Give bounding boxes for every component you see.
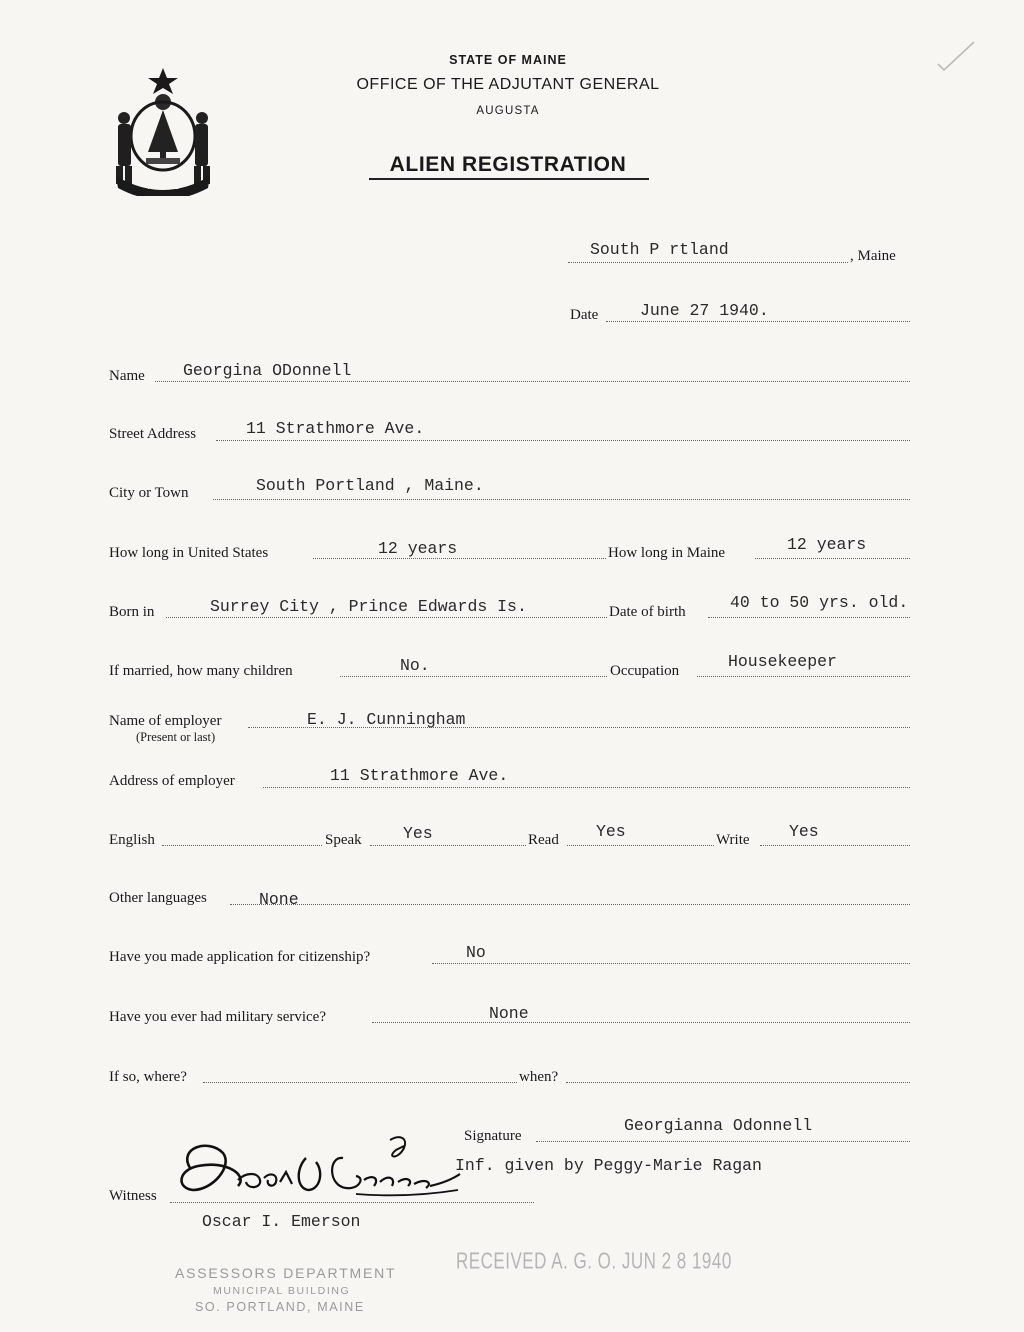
title-underline [369,178,649,180]
english-label: English [109,832,155,848]
citizenship-value: No [466,943,486,962]
witness-label: Witness [109,1188,157,1204]
employer-address-label: Address of employer [109,773,235,789]
street-line [216,440,910,441]
header-office: OFFICE OF THE ADJUTANT GENERAL [356,76,660,93]
how-long-us-label: How long in United States [109,545,269,561]
name-label: Name [109,368,145,384]
military-label: Have you ever had military service? [109,1009,326,1025]
if-so-where-line [203,1082,517,1083]
place-suffix: , Maine [850,248,896,264]
write-line [760,845,910,846]
form-title: ALIEN REGISTRATION [389,153,627,176]
street-value: 11 Strathmore Ave. [246,419,425,438]
children-label: If married, how many children [109,663,293,679]
how-long-maine-label: How long in Maine [608,545,726,561]
assessors-stamp-line-2: MUNICIPAL BUILDING [213,1285,351,1297]
date-line [606,321,910,322]
occupation-label: Occupation [610,663,680,679]
born-in-label: Born in [109,604,155,620]
date-label: Date [570,307,599,323]
children-value: No. [400,656,430,675]
citizenship-line [432,963,910,964]
check-mark-icon [936,38,976,72]
received-stamp: RECEIVED A. G. O. JUN 2 8 1940 [456,1248,732,1274]
speak-value: Yes [403,824,433,843]
place-line [568,262,848,263]
seal-banner: MAINE [147,181,179,192]
city-line [213,499,910,500]
employer-sublabel: (Present or last) [136,730,216,744]
header-state: STATE OF MAINE [449,53,567,67]
military-value: None [489,1004,529,1023]
dob-value: 40 to 50 yrs. old. [730,593,909,612]
city-label: City or Town [109,485,189,501]
military-line [372,1022,910,1023]
street-label: Street Address [109,426,197,442]
when-line [566,1082,910,1083]
how-long-us-line [313,558,606,559]
write-value: Yes [789,822,819,841]
date-value: June 27 1940. [640,301,769,320]
witness-typed-name: Oscar I. Emerson [202,1212,361,1231]
read-label: Read [528,832,559,848]
dob-label: Date of birth [609,604,686,620]
how-long-us-value: 12 years [378,539,458,558]
assessors-stamp-line-3: SO. PORTLAND, MAINE [195,1300,365,1314]
born-in-line [166,617,607,618]
if-so-where-label: If so, where? [109,1069,187,1085]
name-value: Georgina ODonnell [183,361,352,380]
employer-address-line [263,787,910,788]
speak-label: Speak [325,832,362,848]
born-in-value: Surrey City , Prince Edwards Is. [210,597,527,616]
signature-value: Georgianna Odonnell [624,1116,813,1135]
city-value: South Portland , Maine. [256,476,484,495]
occupation-line [697,676,910,677]
signature-label: Signature [464,1128,522,1144]
how-long-maine-value: 12 years [787,535,867,554]
speak-line [370,845,526,846]
read-line [567,845,714,846]
witness-signature-image [168,1128,468,1208]
employer-label: Name of employer [109,713,222,729]
write-label: Write [716,832,750,848]
employer-value: E. J. Cunningham [307,710,466,729]
citizenship-label: Have you made application for citizenship? [109,949,371,965]
occupation-value: Housekeeper [728,652,837,671]
header-city: AUGUSTA [476,105,540,117]
other-languages-label: Other languages [109,890,207,906]
assessors-stamp-line-1: ASSESSORS DEPARTMENT [175,1265,397,1281]
children-line [340,676,607,677]
signature-line [536,1141,910,1142]
signature-note: Inf. given by Peggy-Marie Ragan [455,1156,762,1175]
employer-address-value: 11 Strathmore Ave. [330,766,509,785]
read-value: Yes [596,822,626,841]
how-long-maine-line [755,558,910,559]
place-value: South P rtland [590,240,729,259]
english-line [162,845,322,846]
dob-line [708,617,910,618]
name-line [155,381,910,382]
other-languages-line [230,904,910,905]
when-label: when? [519,1069,559,1085]
other-languages-value: None [259,890,299,909]
